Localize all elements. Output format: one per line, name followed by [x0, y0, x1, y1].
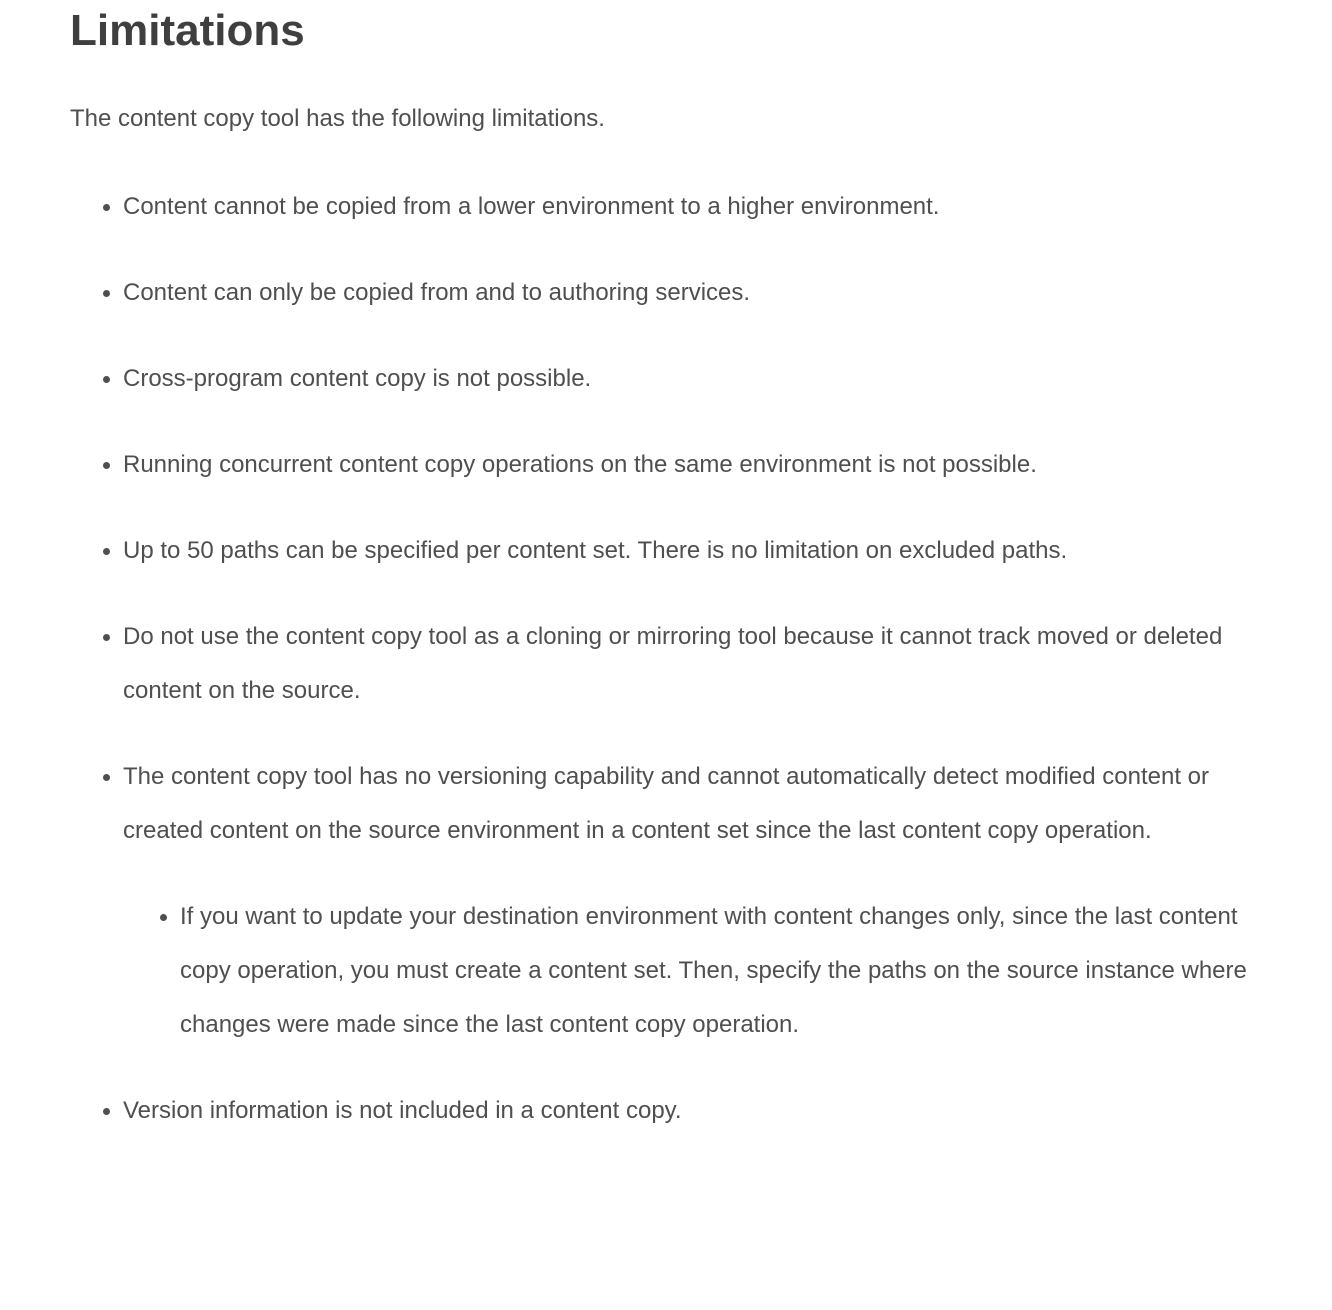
list-item	[123, 180, 1290, 234]
nested-list-item-text: If you want to update your destination environment with content changes only, since the last content copy operation, you must create a content set. Then, specify the paths on the source instance where changes were made since the last content copy operation.	[180, 903, 1247, 1038]
nested-list	[123, 890, 1290, 1052]
list-item-text: Version information is not included in a content copy.	[123, 1097, 682, 1124]
list-item	[123, 524, 1290, 578]
list-item-text: Running concurrent content copy operations on the same environment is not possible.	[123, 451, 1037, 478]
list-item-text: Cross-program content copy is not possible.	[123, 365, 592, 392]
list-item	[123, 438, 1290, 492]
list-item-text: Content cannot be copied from a lower environment to a higher environment.	[123, 193, 940, 220]
list-item	[123, 610, 1290, 718]
limitations-list	[70, 180, 1290, 1138]
list-item-text: Content can only be copied from and to authoring services.	[123, 279, 751, 306]
list-item-text: Up to 50 paths can be specified per content set. There is no limitation on excluded paths.	[123, 537, 1068, 564]
nested-list-item	[180, 890, 1290, 1052]
section-heading: Limitations	[70, 6, 305, 55]
list-item	[123, 266, 1290, 320]
list-item-text: Do not use the content copy tool as a cloning or mirroring tool because it cannot track moved or deleted content on the source.	[123, 623, 1223, 704]
list-item	[123, 352, 1290, 406]
list-item-text: The content copy tool has no versioning capability and cannot automatically detect modified content or created content on the source environment in a content set since the last content copy operation.	[123, 763, 1209, 844]
intro-paragraph: The content copy tool has the following limitations.	[70, 105, 605, 132]
list-item	[123, 1084, 1290, 1138]
list-item	[123, 750, 1290, 1052]
